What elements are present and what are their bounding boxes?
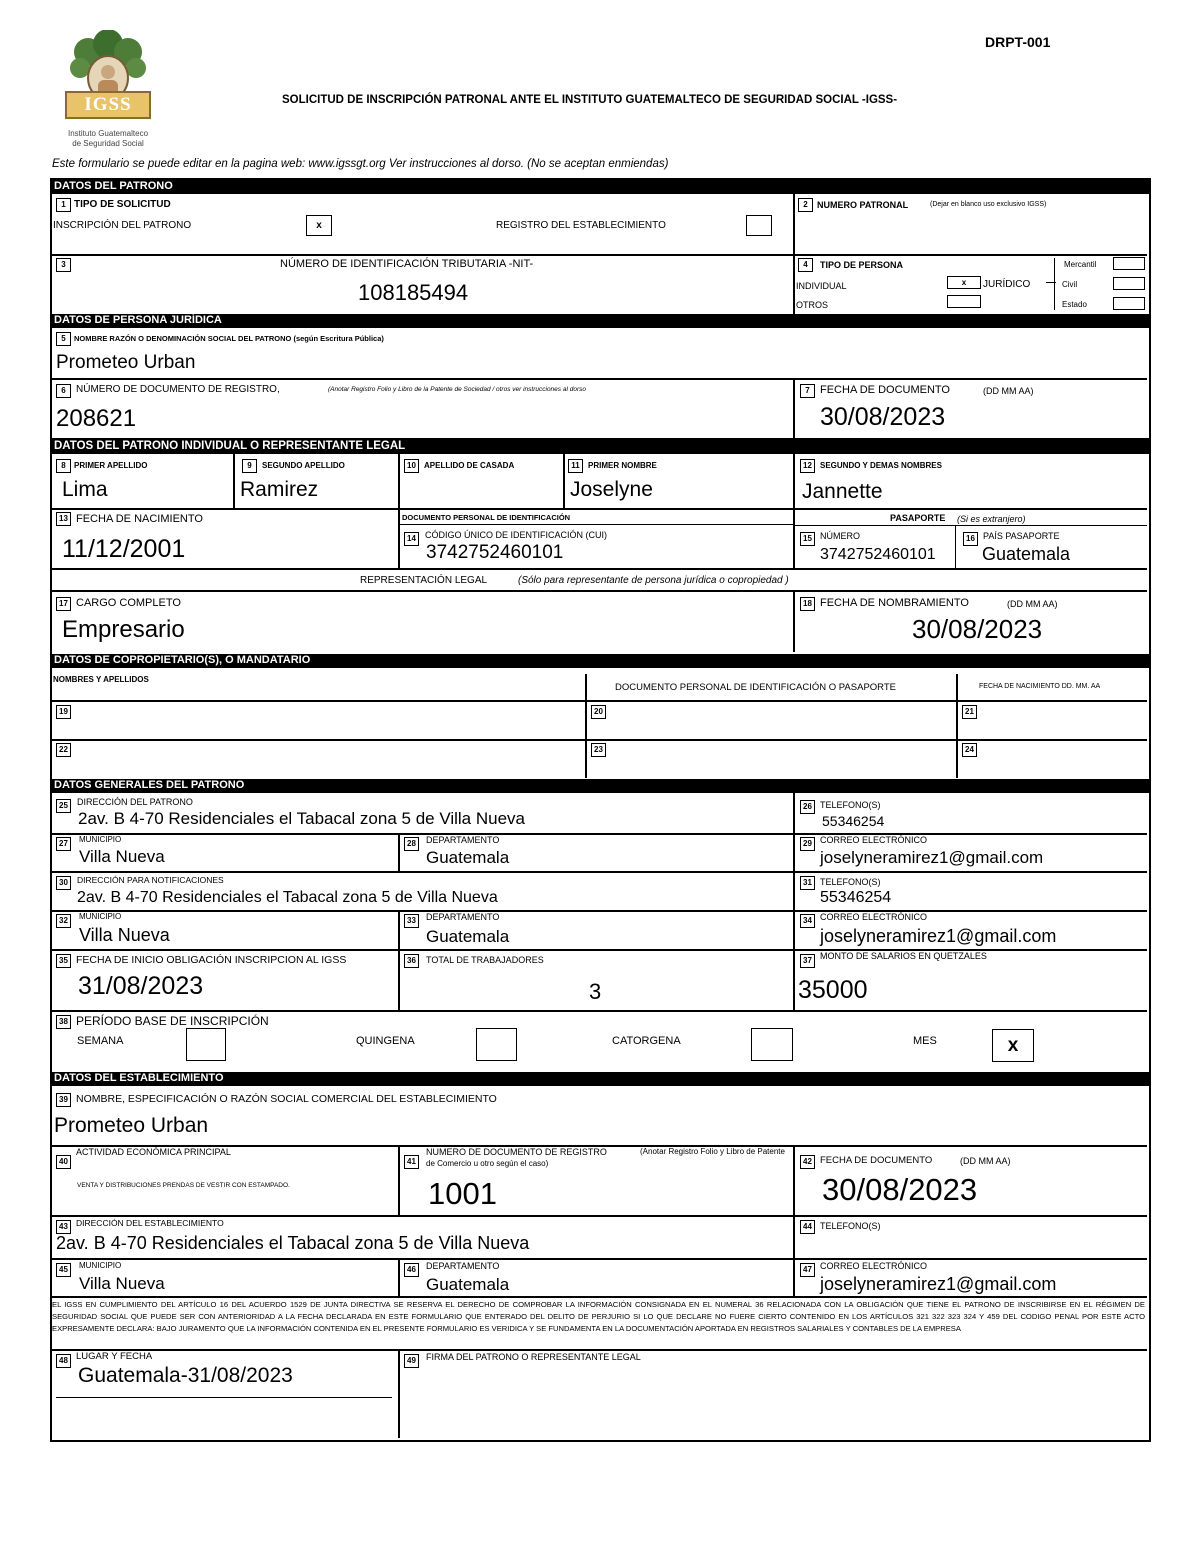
field-38-num: 38 — [56, 1015, 71, 1029]
field-5-label: NOMBRE RAZÓN O DENOMINACIÓN SOCIAL DEL PATRONO (según Escritura Pública) — [74, 334, 384, 343]
field-29-num: 29 — [800, 837, 815, 851]
otros-checkbox[interactable] — [947, 295, 981, 308]
field-44-label: TELEFONO(S) — [820, 1221, 881, 1231]
field-1-label: TIPO DE SOLICITUD — [74, 199, 171, 210]
option-inscripcion-checkbox[interactable]: x — [306, 215, 332, 236]
legal-declaration: EL IGSS EN CUMPLIMIENTO DEL ARTÍCULO 16 DEL ACUERDO 1529 DE JUNTA DIRECTIVA SE RESERVA EL DERECHO DE COMPROBAR LA INFORMACIÓN CONSIGNADA EN EL NUMERAL 36 RELACIONADA CON LA OBLIGACIÓN QUE TIENE EL PATRONO DE INSCRIBIRSE EN EL RÉGIMEN DE SEGURIDAD SOCIAL QUE PUEDE SER CON ANTERIORIDAD A LA FECHA DECLARADA EN ESTE FORMULARIO QUE ENTERADO DEL DELITO DE PERJURIO SI LO QUE DECLARE NO FUERE CIERTO CONTENIDO EN LOS ARTÍCULOS 321 322 323 324 Y 459 DEL CODIGO PENAL POR ESTE ACTO EXPRESAMENTE DECLARA: BAJO JURAMENTO QUE LA INFORMACIÓN CONTENIDA EN EL PRESENTE FORMULARIO ES VERIDICA Y SE FUNDAMENTA EN LA DOCUMENTACIÓN APORTADA EN REGISTROS SALARIALES Y CONTABLES DE LA EMPRESA — [52, 1300, 1145, 1333]
field-7-fmt: (DD MM AA) — [983, 386, 1034, 396]
total-trabajadores-value[interactable]: 3 — [589, 979, 602, 1004]
field-34-label: CORREO ELECTRÓNICO — [820, 912, 928, 922]
field-46-label: DEPARTAMENTO — [426, 1261, 500, 1271]
field-36-num: 36 — [404, 954, 419, 968]
correo-notificaciones-value[interactable]: joselyneramirez1@gmail.com — [820, 926, 1057, 946]
field-32-label: MUNICIPIO — [79, 912, 122, 921]
section-individual: DATOS DEL PATRONO INDIVIDUAL O REPRESENTANTE LEGAL — [50, 438, 1149, 454]
field-31-label: TELEFONO(S) — [820, 877, 881, 887]
razon-social-value[interactable]: Prometeo Urban — [56, 352, 196, 373]
field-20-num: 20 — [591, 705, 606, 719]
field-15-label: NÚMERO — [820, 531, 860, 541]
field-37-label: MONTO DE SALARIOS EN QUETZALES — [820, 951, 987, 961]
field-43-label: DIRECCIÓN DEL ESTABLECIMIENTO — [76, 1218, 224, 1228]
field-9-label: SEGUNDO APELLIDO — [262, 461, 345, 470]
section-establecimiento: DATOS DEL ESTABLECIMIENTO — [50, 1072, 1149, 1086]
catorcena-label: CATORGENA — [612, 1035, 681, 1047]
field-4-label: TIPO DE PERSONA — [820, 260, 904, 270]
direccion-establecimiento-value[interactable]: 2av. B 4-70 Residenciales el Tabacal zona 5 de Villa Nueva — [56, 1233, 530, 1253]
igss-logo — [58, 30, 158, 148]
field-3-num: 3 — [56, 258, 71, 272]
field-26-num: 26 — [800, 800, 815, 814]
semana-checkbox[interactable] — [186, 1028, 226, 1061]
nit-value[interactable]: 108185494 — [358, 280, 469, 305]
quincena-label: QUINGENA — [356, 1035, 415, 1047]
quincena-checkbox[interactable] — [476, 1028, 517, 1061]
direccion-patrono-value[interactable]: 2av. B 4-70 Residenciales el Tabacal zona 5 de Villa Nueva — [78, 809, 526, 828]
field-16-label: PAÍS PASAPORTE — [983, 531, 1060, 541]
departamento-patrono-value[interactable]: Guatemala — [426, 848, 510, 867]
field-7-label: FECHA DE DOCUMENTO — [820, 384, 950, 396]
field-10-label: APELLIDO DE CASADA — [424, 461, 515, 470]
field-42-label: FECHA DE DOCUMENTO — [820, 1155, 933, 1166]
logo-caption-2: de Seguridad Social — [72, 139, 144, 148]
mes-label: MES — [913, 1035, 937, 1047]
field-6-note: (Anotar Registro Folio y Libro de la Patente de Sociedad / otros ver instrucciones al dorso — [328, 386, 586, 393]
field-44-num: 44 — [800, 1220, 815, 1234]
field-5-num: 5 — [56, 332, 71, 346]
field-30-num: 30 — [56, 876, 71, 890]
field-2-num: 2 — [798, 198, 813, 212]
field-47-num: 47 — [800, 1263, 815, 1277]
primer-apellido-value[interactable]: Lima — [62, 478, 108, 501]
telefono-notificaciones-value[interactable]: 55346254 — [820, 889, 892, 906]
field-6-num: 6 — [56, 384, 71, 398]
section-copropietarios: DATOS DE COPROPIETARIO(S), O MANDATARIO — [50, 654, 1149, 668]
field-3-label: NÚMERO DE IDENTIFICACIÓN TRIBUTARIA -NIT- — [280, 258, 534, 270]
option-registro-label: REGISTRO DEL ESTABLECIMIENTO — [496, 220, 666, 231]
field-2-note: (Dejar en blanco uso exclusivo IGSS) — [930, 201, 1047, 208]
field-49-num: 49 — [404, 1354, 419, 1368]
field-40-num: 40 — [56, 1155, 71, 1169]
field-25-num: 25 — [56, 799, 71, 813]
field-33-num: 33 — [404, 914, 419, 928]
field-14-label: CÓDIGO ÚNICO DE IDENTIFICACIÓN (CUI) — [425, 530, 607, 540]
pasaporte-label: PASAPORTE — [890, 513, 946, 523]
field-18-fmt: (DD MM AA) — [1007, 599, 1058, 609]
cui-value[interactable]: 3742752460101 — [426, 542, 564, 563]
field-45-num: 45 — [56, 1263, 71, 1277]
field-11-num: 11 — [568, 459, 583, 473]
telefono-patrono-value[interactable]: 55346254 — [822, 813, 885, 829]
field-40-label: ACTIVIDAD ECONÓMICA PRINCIPAL — [76, 1147, 231, 1157]
field-41-note: (Anotar Registro Folio y Libro de Patente de Comercio u otro según el caso) — [426, 1147, 785, 1168]
cargo-value[interactable]: Empresario — [62, 616, 185, 643]
correo-establecimiento-value[interactable]: joselyneramirez1@gmail.com — [820, 1274, 1057, 1294]
field-8-num: 8 — [56, 459, 71, 473]
field-31-num: 31 — [800, 876, 815, 890]
logo-text: IGSS — [84, 94, 132, 115]
civil-checkbox[interactable] — [1113, 277, 1145, 290]
nombre-establecimiento-value[interactable]: Prometeo Urban — [54, 1114, 209, 1137]
field-27-label: MUNICIPIO — [79, 835, 122, 844]
municipio-patrono-value[interactable]: Villa Nueva — [79, 847, 165, 866]
field-13-num: 13 — [56, 512, 71, 526]
instructions-text: Este formulario se puede editar en la pagina web: www.igssgt.org Ver instrucciones al dorso. (No se aceptan enmiendas) — [52, 158, 669, 170]
copro-col-fecha: FECHA DE NACIMIENTO DD. MM. AA — [979, 683, 1101, 690]
actividad-economica-value[interactable]: VENTA Y DISTRIBUCIONES PRENDAS DE VESTIR CON ESTAMPADO. — [77, 1182, 290, 1189]
field-38-label: PERÍODO BASE DE INSCRIPCIÓN — [76, 1014, 269, 1028]
field-18-num: 18 — [800, 597, 815, 611]
pais-pasaporte-value[interactable]: Guatemala — [982, 544, 1071, 564]
field-6-label: NÚMERO DE DOCUMENTO DE REGISTRO, — [76, 384, 280, 395]
field-46-num: 46 — [404, 1263, 419, 1277]
field-15-num: 15 — [800, 532, 815, 546]
civil-label: Civil — [1062, 280, 1078, 289]
field-49-label: FIRMA DEL PATRONO O REPRESENTANTE LEGAL — [426, 1352, 641, 1362]
field-7-num: 7 — [800, 384, 815, 398]
field-23-num: 23 — [591, 743, 606, 757]
field-1-num: 1 — [56, 198, 71, 212]
correo-patrono-value[interactable]: joselyneramirez1@gmail.com — [820, 848, 1044, 867]
field-2-label: NUMERO PATRONAL — [817, 200, 909, 210]
departamento-notificaciones-value[interactable]: Guatemala — [426, 927, 510, 946]
section-patrono: DATOS DEL PATRONO — [50, 180, 1149, 194]
catorcena-checkbox[interactable] — [751, 1028, 793, 1061]
fecha-inicio-value[interactable]: 31/08/2023 — [78, 972, 204, 1000]
field-12-num: 12 — [800, 459, 815, 473]
field-26-label: TELEFONO(S) — [820, 800, 881, 810]
field-35-num: 35 — [56, 954, 71, 968]
field-18-label: FECHA DE NOMBRAMIENTO — [820, 597, 969, 609]
direccion-notificaciones-value[interactable]: 2av. B 4-70 Residenciales el Tabacal zona 5 de Villa Nueva — [77, 889, 498, 906]
individual-checkbox[interactable]: x — [947, 276, 981, 289]
field-4-num: 4 — [798, 258, 813, 272]
estado-label: Estado — [1062, 300, 1087, 309]
field-33-label: DEPARTAMENTO — [426, 912, 500, 922]
field-17-label: CARGO COMPLETO — [76, 597, 181, 609]
copro-col-nombres: NOMBRES Y APELLIDOS — [53, 675, 149, 684]
individual-label: INDIVIDUAL — [796, 281, 847, 291]
field-22-num: 22 — [56, 743, 71, 757]
field-14-num: 14 — [404, 532, 419, 546]
field-10-num: 10 — [404, 459, 419, 473]
field-21-num: 21 — [962, 705, 977, 719]
field-35-label: FECHA DE INICIO OBLIGACIÓN INSCRIPCION AL IGSS — [76, 954, 347, 966]
field-45-label: MUNICIPIO — [79, 1261, 122, 1270]
field-30-label: DIRECCIÓN PARA NOTIFICACIONES — [77, 875, 224, 885]
segundo-apellido-value[interactable]: Ramirez — [240, 478, 319, 501]
estado-checkbox[interactable] — [1113, 297, 1145, 310]
documento-registro-establecimiento-value[interactable]: 1001 — [428, 1176, 497, 1211]
field-13-label: FECHA DE NACIMIENTO — [76, 513, 203, 525]
fecha-documento-value[interactable]: 30/08/2023 — [820, 403, 946, 431]
field-39-num: 39 — [56, 1093, 71, 1107]
departamento-establecimiento-value[interactable]: Guatemala — [426, 1275, 510, 1294]
field-39-label: NOMBRE, ESPECIFICACIÓN O RAZÓN SOCIAL COMERCIAL DEL ESTABLECIMIENTO — [76, 1093, 497, 1105]
field-48-num: 48 — [56, 1354, 71, 1368]
fecha-documento-establecimiento-value[interactable]: 30/08/2023 — [822, 1172, 978, 1207]
field-19-num: 19 — [56, 705, 71, 719]
field-42-fmt: (DD MM AA) — [960, 1156, 1011, 1166]
field-28-label: DEPARTAMENTO — [426, 835, 500, 845]
semana-label: SEMANA — [77, 1035, 124, 1047]
field-8-label: PRIMER APELLIDO — [74, 461, 148, 470]
segundo-nombre-value[interactable]: Jannette — [802, 480, 883, 503]
option-registro-checkbox[interactable] — [746, 215, 772, 236]
section-juridica: DATOS DE PERSONA JURÍDICA — [50, 314, 1149, 328]
signature-area[interactable] — [400, 1370, 1145, 1436]
field-41-num: 41 — [404, 1155, 419, 1169]
municipio-establecimiento-value[interactable]: Villa Nueva — [79, 1274, 165, 1293]
form-title: SOLICITUD DE INSCRIPCIÓN PATRONAL ANTE EL INSTITUTO GUATEMALTECO DE SEGURIDAD SOCIAL -IGSS- — [282, 94, 898, 106]
juridico-label: JURÍDICO — [983, 279, 1031, 290]
documento-registro-value[interactable]: 208621 — [56, 405, 137, 432]
field-36-label: TOTAL DE TRABAJADORES — [426, 955, 544, 965]
option-inscripcion-label: INSCRIPCIÓN DEL PATRONO — [53, 220, 192, 231]
doc-personal-label: DOCUMENTO PERSONAL DE IDENTIFICACIÓN — [402, 513, 571, 522]
municipio-notificaciones-value[interactable]: Villa Nueva — [79, 925, 170, 945]
field-48-label: LUGAR Y FECHA — [76, 1351, 153, 1362]
fecha-nombramiento-value[interactable]: 30/08/2023 — [912, 614, 1043, 644]
field-32-num: 32 — [56, 914, 71, 928]
rep-legal-label: REPRESENTACIÓN LEGAL — [360, 575, 488, 586]
field-24-num: 24 — [962, 743, 977, 757]
pasaporte-numero-value[interactable]: 3742752460101 — [820, 546, 936, 563]
field-42-num: 42 — [800, 1155, 815, 1169]
field-27-num: 27 — [56, 837, 71, 851]
field-37-num: 37 — [800, 954, 815, 968]
mercantil-checkbox[interactable] — [1113, 257, 1145, 270]
mercantil-label: Mercantil — [1064, 260, 1097, 269]
doc-code: DRPT-001 — [985, 34, 1051, 50]
lugar-fecha-value[interactable]: Guatemala-31/08/2023 — [78, 1364, 293, 1387]
monto-salarios-value[interactable]: 35000 — [798, 976, 868, 1004]
field-11-label: PRIMER NOMBRE — [588, 461, 657, 470]
mes-checkbox[interactable]: x — [992, 1029, 1034, 1062]
otros-label: OTROS — [796, 300, 829, 310]
primer-nombre-value[interactable]: Joselyne — [570, 478, 653, 501]
field-9-num: 9 — [242, 459, 257, 473]
pasaporte-note: (Si es extranjero) — [957, 514, 1026, 524]
field-29-label: CORREO ELECTRÓNICO — [820, 835, 928, 845]
field-12-label: SEGUNDO Y DEMAS NOMBRES — [820, 461, 942, 470]
fecha-nacimiento-value[interactable]: 11/12/2001 — [62, 535, 186, 563]
logo-caption-1: Instituto Guatemalteco — [67, 129, 149, 138]
field-41-label: NUMERO DE DOCUMENTO DE REGISTRO — [426, 1147, 607, 1157]
copro-col-documento: DOCUMENTO PERSONAL DE IDENTIFICACIÓN O PASAPORTE — [615, 682, 896, 693]
field-47-label: CORREO ELECTRÓNICO — [820, 1261, 928, 1271]
rep-legal-note: (Sólo para representante de persona jurídica o copropiedad ) — [518, 575, 789, 586]
section-generales: DATOS GENERALES DEL PATRONO — [50, 779, 1149, 793]
field-34-num: 34 — [800, 914, 815, 928]
field-17-num: 17 — [56, 597, 71, 611]
field-16-num: 16 — [963, 532, 978, 546]
field-25-label: DIRECCIÓN DEL PATRONO — [77, 797, 193, 807]
field-28-num: 28 — [404, 837, 419, 851]
field-43-num: 43 — [56, 1220, 71, 1234]
